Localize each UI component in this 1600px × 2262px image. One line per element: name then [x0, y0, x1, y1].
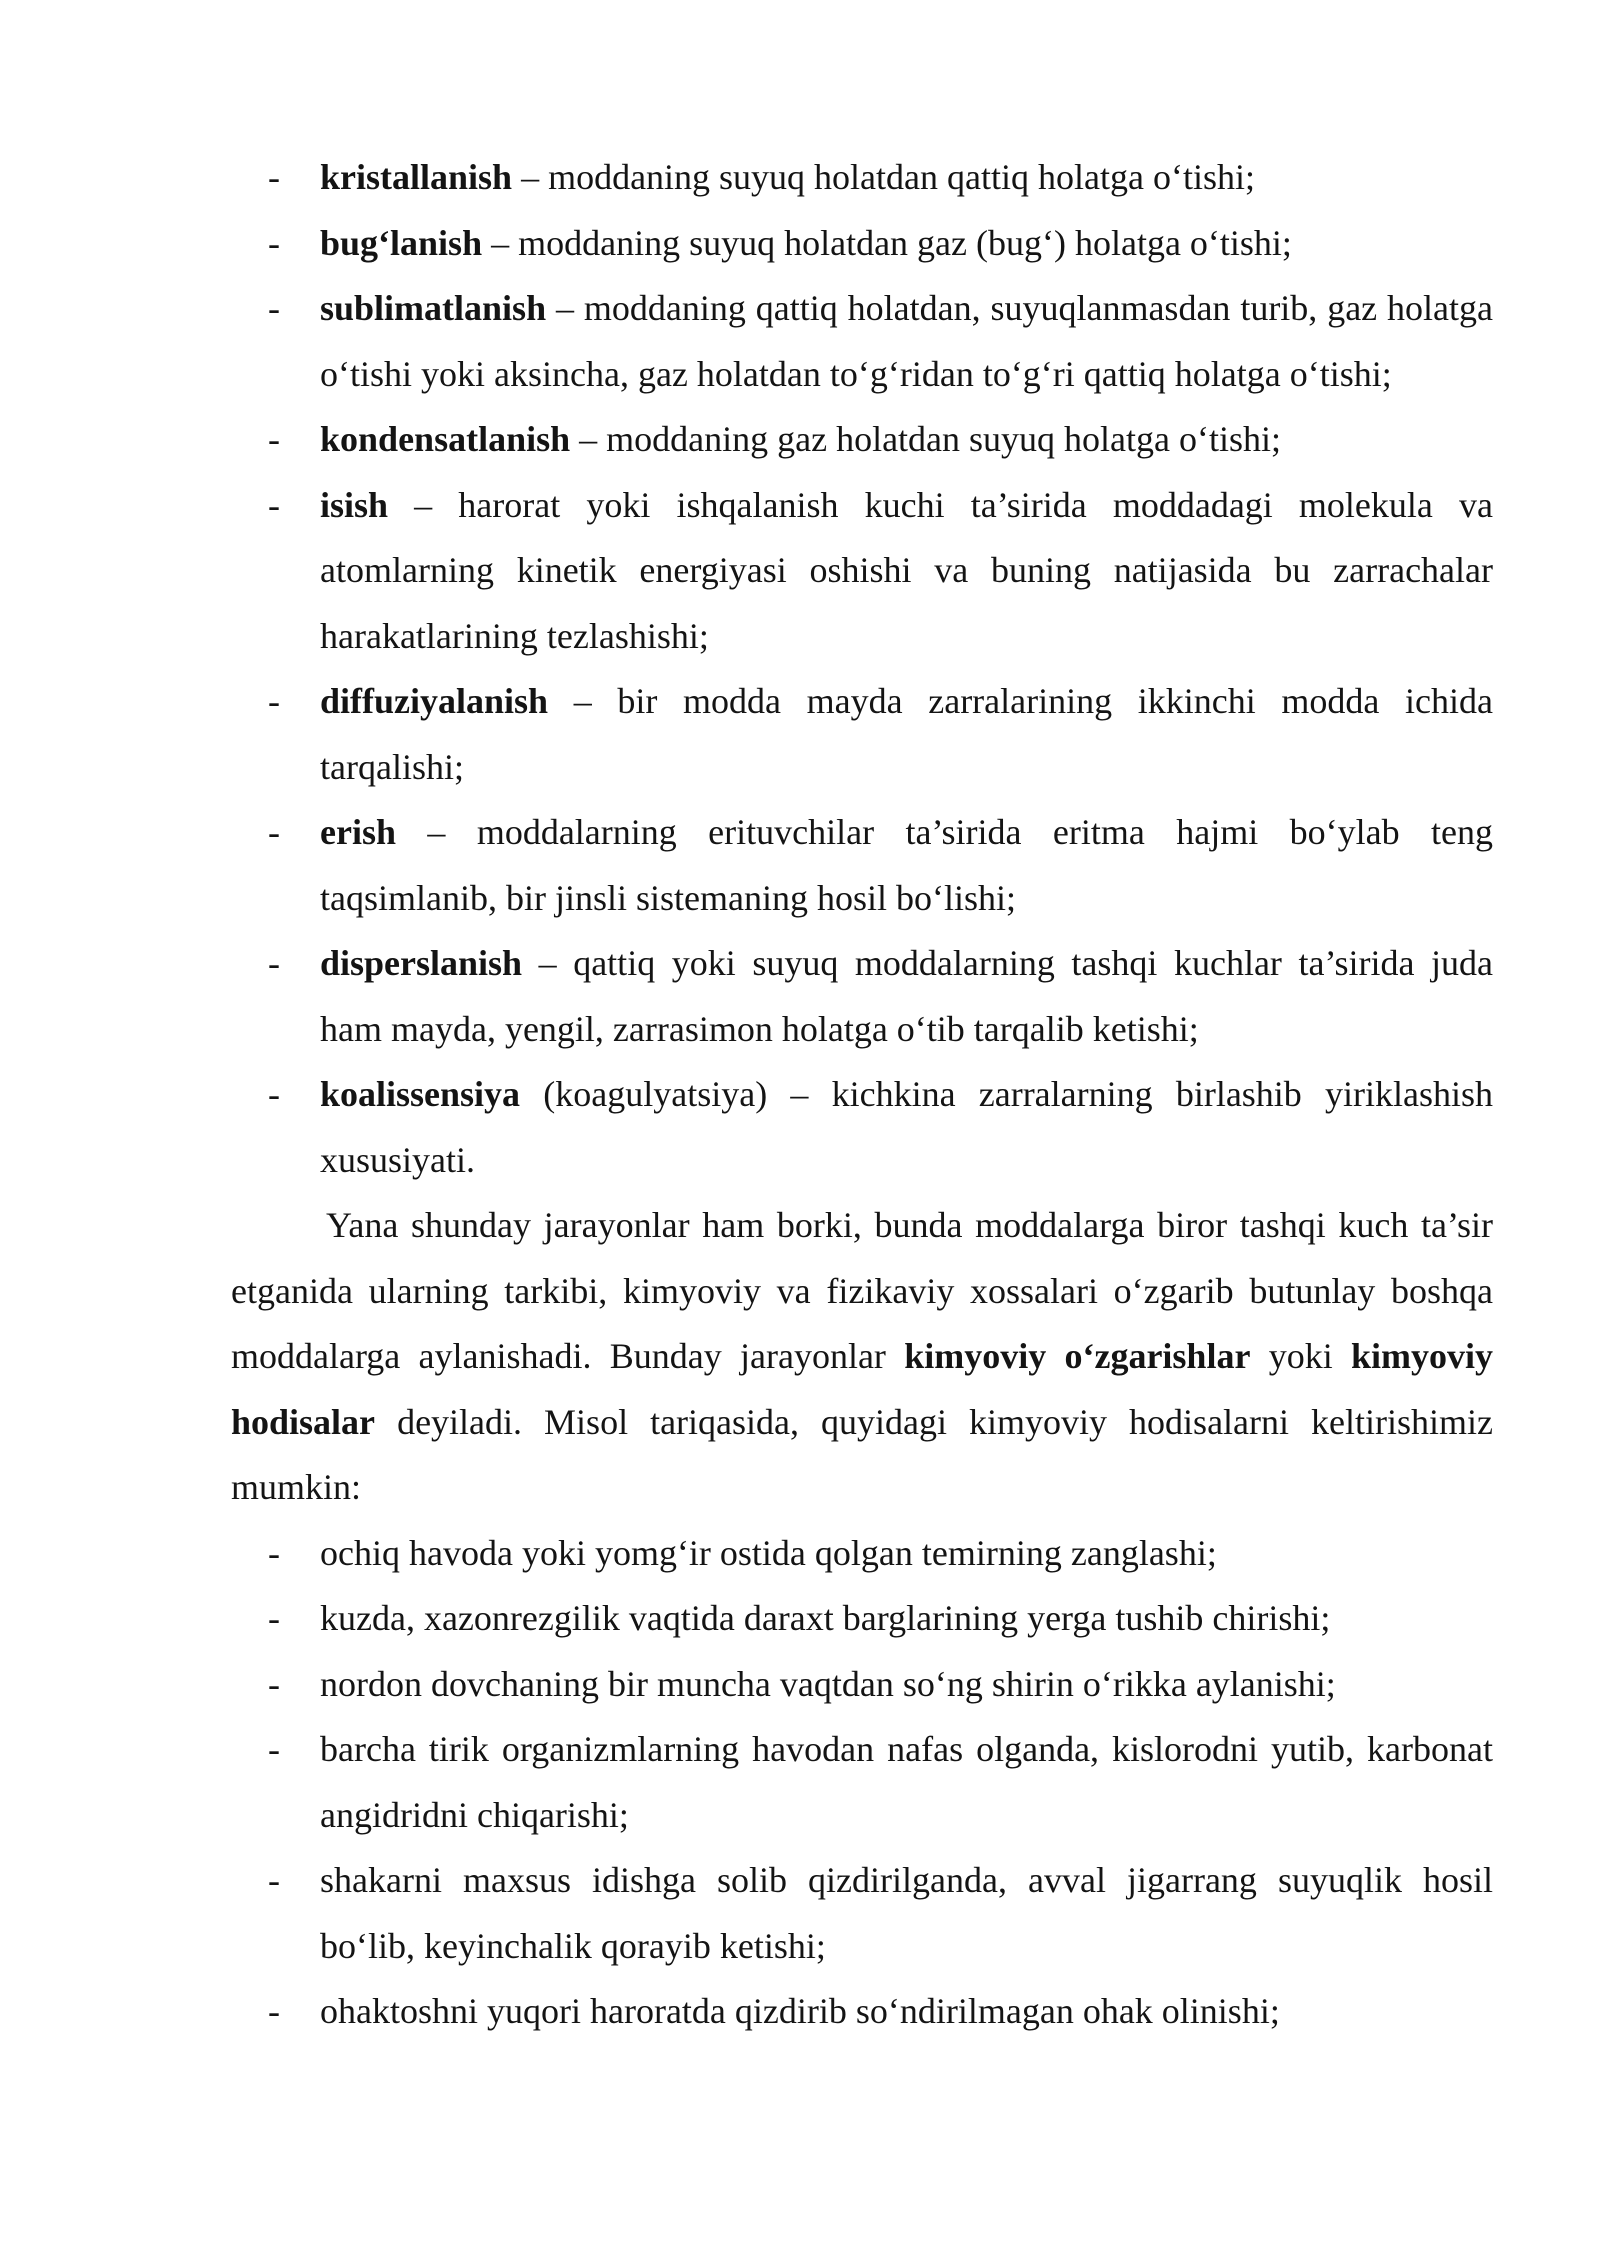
example-text: shakarni maxsus idishga solib qizdirilganda, avval jigarrang suyuqlik hosil bo‘lib, keyinchalik qorayib ketishi; [320, 1860, 1493, 1966]
bold-term: kimyoviy hodisalar [231, 1336, 1493, 1442]
term: erish [320, 812, 396, 852]
bullet-dash: - [268, 1532, 280, 1573]
definition: – qattiq yoki suyuq moddalarning tashqi kuchlar ta’sirida juda ham mayda, yengil, zarrasimon holatga o‘tib tarqalib ketishi; [320, 943, 1493, 1049]
bullet-dash: - [268, 681, 280, 721]
physical-processes-list [231, 145, 1493, 1193]
example-text: kuzda, xazonrezgilik vaqtida daraxt barglarining yerga tushib chirishi; [320, 1598, 1331, 1638]
list-item [231, 407, 1493, 473]
list-item [231, 276, 1493, 407]
term: bug‘lanish [320, 222, 483, 263]
bullet-dash: - [268, 419, 280, 459]
term: disperslanish [320, 943, 523, 983]
example-text: nordon dovchaning bir muncha vaqtdan so‘ng shirin o‘rikka aylanishi; [320, 1663, 1336, 1704]
bullet-dash: - [268, 1991, 280, 2031]
bullet-dash: - [268, 812, 280, 852]
definition: – harorat yoki ishqalanish kuchi ta’sirida moddadagi molekula va atomlarning kinetik energiyasi oshishi va buning natijasida bu zarrachalar harakatlarining tezlashishi; [320, 484, 1493, 656]
example-text: barcha tirik organizmlarning havodan nafas olganda, kislorodni yutib, karbonat angidridni chiqarishi; [320, 1729, 1493, 1835]
paragraph-text: yoki [1250, 1336, 1351, 1376]
list-item [231, 1586, 1493, 1652]
list-item [231, 145, 1493, 211]
definition: – moddaning gaz holatdan suyuq holatga o‘tishi; [570, 419, 1282, 459]
list-item [231, 1717, 1493, 1848]
list-item [231, 800, 1493, 931]
bullet-dash: - [268, 1074, 280, 1114]
definition: – bir modda mayda zarralarining ikkinchi modda ichida tarqalishi; [320, 681, 1493, 787]
list-item [231, 1979, 1493, 2045]
bold-term: kimyoviy o‘zgarishlar [904, 1336, 1251, 1376]
bullet-dash: - [268, 1598, 280, 1638]
bullet-dash: - [268, 157, 280, 197]
list-item [231, 1521, 1493, 1587]
bullet-dash: - [268, 1860, 280, 1900]
bullet-dash: - [268, 1729, 280, 1769]
chemical-examples-list [231, 1521, 1493, 2045]
list-item [231, 211, 1493, 277]
term: kristallanish [320, 157, 513, 197]
list-item [231, 1062, 1493, 1193]
list-item [231, 1652, 1493, 1718]
list-item [231, 931, 1493, 1062]
document-page [231, 145, 1493, 2045]
term: koalissensiya [320, 1074, 521, 1114]
bullet-dash: - [268, 484, 280, 525]
example-text: ochiq havoda yoki yomg‘ir ostida qolgan temirning zanglashi; [320, 1532, 1217, 1573]
paragraph-text: deyiladi. Misol tariqasida, quyidagi kimyoviy hodisalarni keltirishimiz mumkin: [231, 1401, 1493, 1507]
list-item [231, 1848, 1493, 1979]
definition: – moddaning suyuq holatdan gaz (bug‘) holatga o‘tishi; [482, 222, 1292, 263]
body-paragraph [231, 1193, 1493, 1521]
list-item [231, 473, 1493, 670]
definition: (koagulyatsiya) – kichkina zarralarning birlashib yiriklashish xususiyati. [320, 1074, 1493, 1180]
definition: – moddaning qattiq holatdan, suyuqlanmasdan turib, gaz holatga o‘tishi yoki aksincha, gaz holatdan to‘g‘ridan to‘g‘ri qattiq holatga o‘tishi; [320, 288, 1493, 394]
term: diffuziyalanish [320, 681, 549, 721]
bullet-dash: - [268, 943, 280, 983]
list-item [231, 669, 1493, 800]
bullet-dash: - [268, 1663, 280, 1704]
term: kondensatlanish [320, 419, 571, 459]
bullet-dash: - [268, 222, 280, 263]
definition: – moddaning suyuq holatdan qattiq holatga o‘tishi; [512, 157, 1255, 197]
term: isish [320, 484, 389, 525]
paragraph-text: Yana shunday jarayonlar ham borki, bunda moddalarga biror tashqi kuch ta’sir etganida ularning tarkibi, kimyoviy va fizikaviy xossalari o‘zgarib butunlay boshqa moddalarga aylanishadi. Bunday jarayonlar [231, 1205, 1493, 1376]
example-text: ohaktoshni yuqori haroratda qizdirib so‘ndirilmagan ohak olinishi; [320, 1991, 1280, 2031]
bullet-dash: - [268, 288, 280, 328]
term: sublimatlanish [320, 288, 547, 328]
definition: – moddalarning erituvchilar ta’sirida eritma hajmi bo‘ylab teng taqsimlanib, bir jinsli sistemaning hosil bo‘lishi; [320, 812, 1493, 918]
